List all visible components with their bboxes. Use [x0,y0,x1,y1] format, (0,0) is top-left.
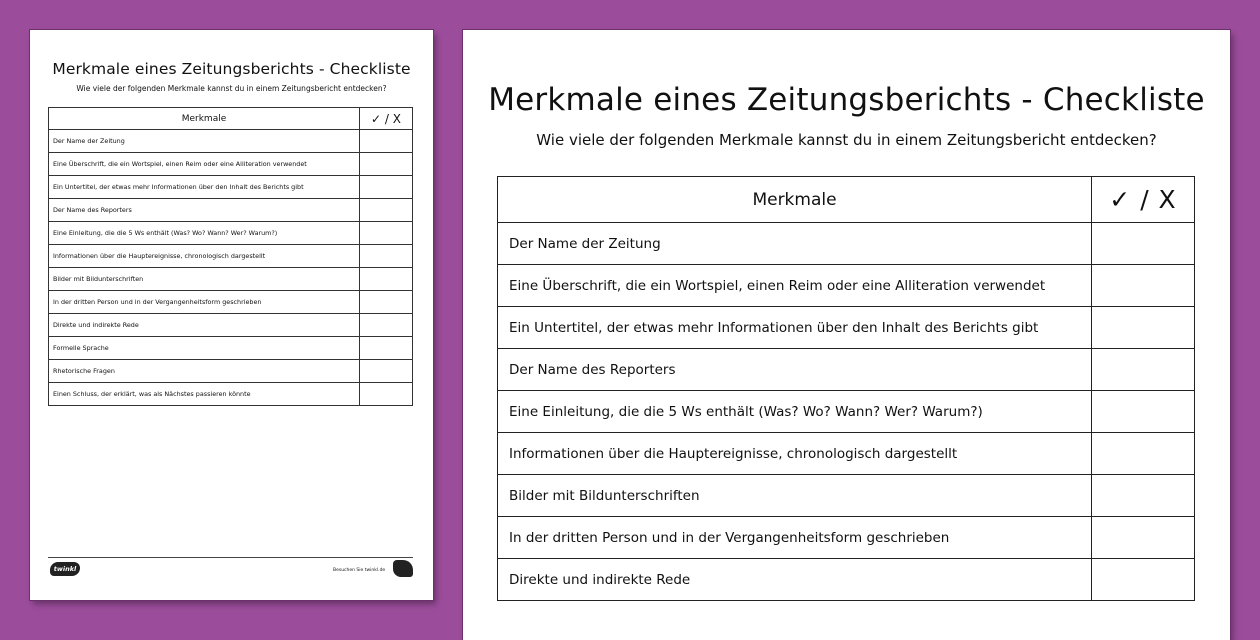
table-row [49,222,413,245]
feature-cell: Eine Überschrift, die ein Wortspiel, einen Reim oder eine Alliteration verwendet [49,153,360,176]
table-row [49,383,413,406]
table-header-row [498,177,1195,223]
table-row [49,314,413,337]
table-row [49,245,413,268]
worksheet-title-large: Merkmale eines Zeitungsberichts - Checkliste [488,82,1205,118]
feature-cell: Informationen über die Hauptereignisse, chronologisch dargestellt [498,433,1092,475]
table-row [49,291,413,314]
table-row [498,433,1195,475]
feature-cell: Der Name der Zeitung [498,223,1092,265]
check-cell[interactable] [1092,475,1195,517]
check-cell[interactable] [1092,433,1195,475]
check-cell[interactable] [360,130,413,153]
feature-cell: Der Name des Reporters [49,199,360,222]
check-cell[interactable] [360,314,413,337]
worksheet-thumbnail [30,30,433,600]
table-header-row [49,108,413,130]
check-cell[interactable] [360,245,413,268]
feature-cell: Direkte und indirekte Rede [49,314,360,337]
check-cell[interactable] [360,383,413,406]
table-row [49,130,413,153]
table-row [498,265,1195,307]
table-row [498,475,1195,517]
checklist-table [48,107,413,406]
table-row [49,153,413,176]
feature-cell: Bilder mit Bildunterschriften [498,475,1092,517]
feature-cell: In der dritten Person und in der Vergangenheitsform geschrieben [498,517,1092,559]
feature-cell: In der dritten Person und in der Vergangenheitsform geschrieben [49,291,360,314]
table-row [49,199,413,222]
header-check: ✓ / X [360,108,413,130]
table-row [498,307,1195,349]
table-row [498,559,1195,601]
feature-cell: Der Name der Zeitung [49,130,360,153]
worksheet-title: Merkmale eines Zeitungsberichts - Checkliste [52,60,411,78]
feature-cell: Eine Einleitung, die die 5 Ws enthält (Was? Wo? Wann? Wer? Warum?) [49,222,360,245]
check-cell[interactable] [360,268,413,291]
worksheet-subtitle-large: Wie viele der folgenden Merkmale kannst du in einem Zeitungsbericht entdecken? [536,131,1157,149]
check-cell[interactable] [1092,265,1195,307]
check-cell[interactable] [1092,391,1195,433]
feature-cell: Bilder mit Bildunterschriften [49,268,360,291]
feature-cell: Informationen über die Hauptereignisse, chronologisch dargestellt [49,245,360,268]
check-cell[interactable] [1092,517,1195,559]
worksheet-zoomed [463,30,1230,640]
header-features: Merkmale [498,177,1092,223]
table-row [49,176,413,199]
feature-cell: Einen Schluss, der erklärt, was als Nächstes passieren könnte [49,383,360,406]
worksheet-subtitle: Wie viele der folgenden Merkmale kannst du in einem Zeitungsbericht entdecken? [76,84,387,93]
feature-cell: Der Name des Reporters [498,349,1092,391]
feature-cell: Ein Untertitel, der etwas mehr Informationen über den Inhalt des Berichts gibt [49,176,360,199]
header-check: ✓ / X [1092,177,1195,223]
feature-cell: Eine Überschrift, die ein Wortspiel, einen Reim oder eine Alliteration verwendet [498,265,1092,307]
feature-cell: Eine Einleitung, die die 5 Ws enthält (Was? Wo? Wann? Wer? Warum?) [498,391,1092,433]
table-row [49,268,413,291]
table-row [49,337,413,360]
check-cell[interactable] [360,153,413,176]
check-cell[interactable] [1092,559,1195,601]
table-row [498,391,1195,433]
check-cell[interactable] [360,176,413,199]
feature-cell: Rhetorische Fragen [49,360,360,383]
check-cell[interactable] [360,222,413,245]
check-cell[interactable] [1092,307,1195,349]
header-features: Merkmale [49,108,360,130]
table-row [498,223,1195,265]
feature-cell: Ein Untertitel, der etwas mehr Informationen über den Inhalt des Berichts gibt [498,307,1092,349]
check-cell[interactable] [360,199,413,222]
footer-text: Besuchen Sie twinkl.de [333,568,386,573]
check-cell[interactable] [360,360,413,383]
check-cell[interactable] [360,337,413,360]
feature-cell: Formelle Sprache [49,337,360,360]
twinkl-badge-icon [393,560,413,577]
twinkl-logo: twinkl [50,562,80,576]
check-cell[interactable] [1092,223,1195,265]
table-row [49,360,413,383]
footer-divider [48,557,413,558]
table-row [498,349,1195,391]
check-cell[interactable] [1092,349,1195,391]
checklist-table-large [497,176,1195,601]
feature-cell: Direkte und indirekte Rede [498,559,1092,601]
check-cell[interactable] [360,291,413,314]
table-row [498,517,1195,559]
